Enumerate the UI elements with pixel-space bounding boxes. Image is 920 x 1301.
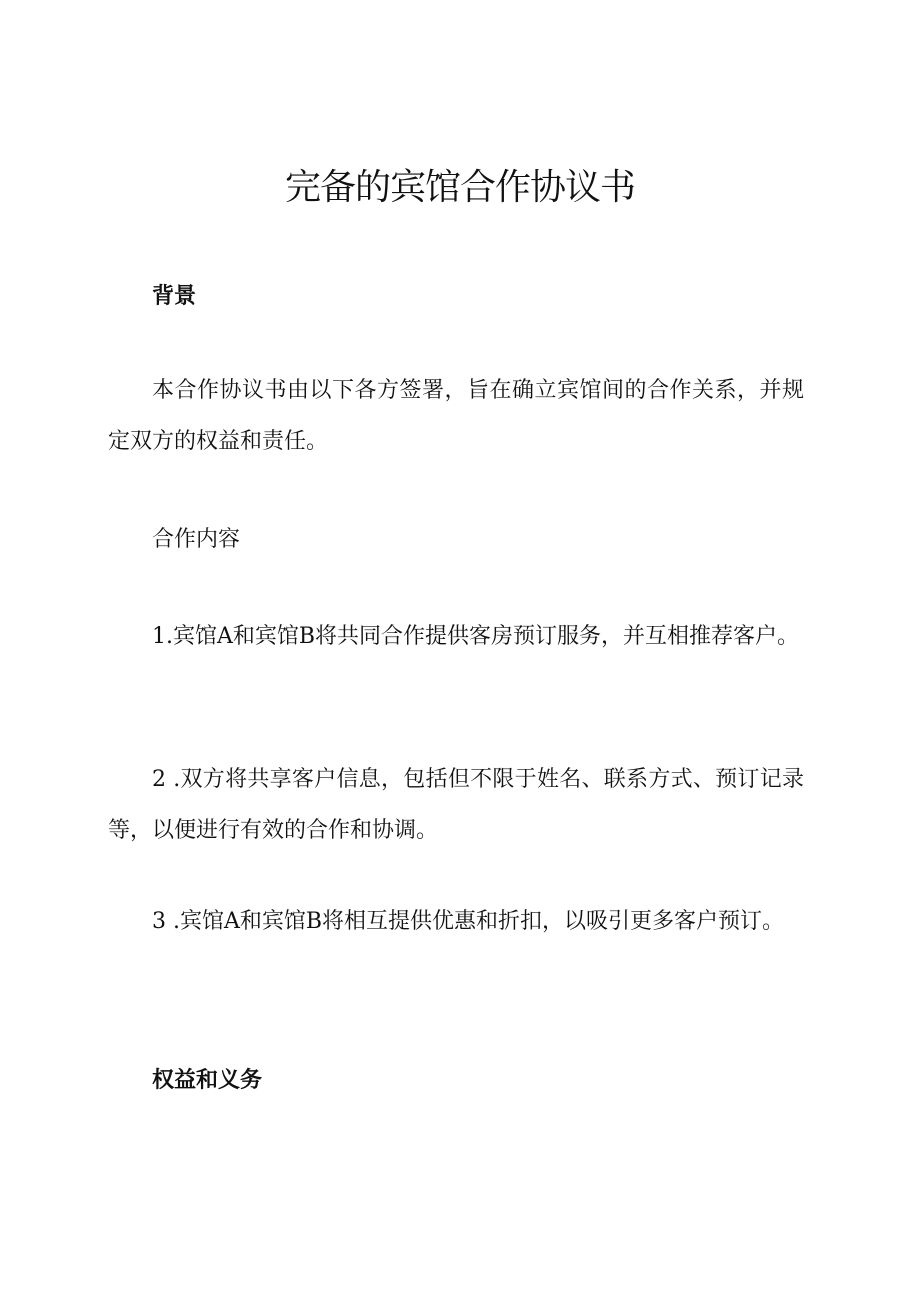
cooperation-item-1: 1.宾馆A和宾馆B将共同合作提供客房预订服务，并互相推荐客户。 — [152, 624, 800, 649]
cooperation-item-3: 3 .宾馆A和宾馆B将相互提供优惠和折扣，以吸引更多客户预订。 — [152, 909, 785, 934]
section-heading-cooperation: 合作内容 — [152, 527, 241, 552]
background-paragraph: 本合作协议书由以下各方签署，旨在确立宾馆间的合作关系，并规定双方的权益和责任。 — [108, 378, 804, 454]
cooperation-item-2: 2 .双方将共享客户信息，包括但不限于姓名、联系方式、预订记录等，以便进行有效的合作和协调。 — [108, 767, 804, 843]
document-title: 完备的宾馆合作协议书 — [284, 167, 635, 208]
section-heading-rights: 权益和义务 — [152, 1068, 263, 1093]
section-heading-background: 背景 — [152, 284, 197, 309]
